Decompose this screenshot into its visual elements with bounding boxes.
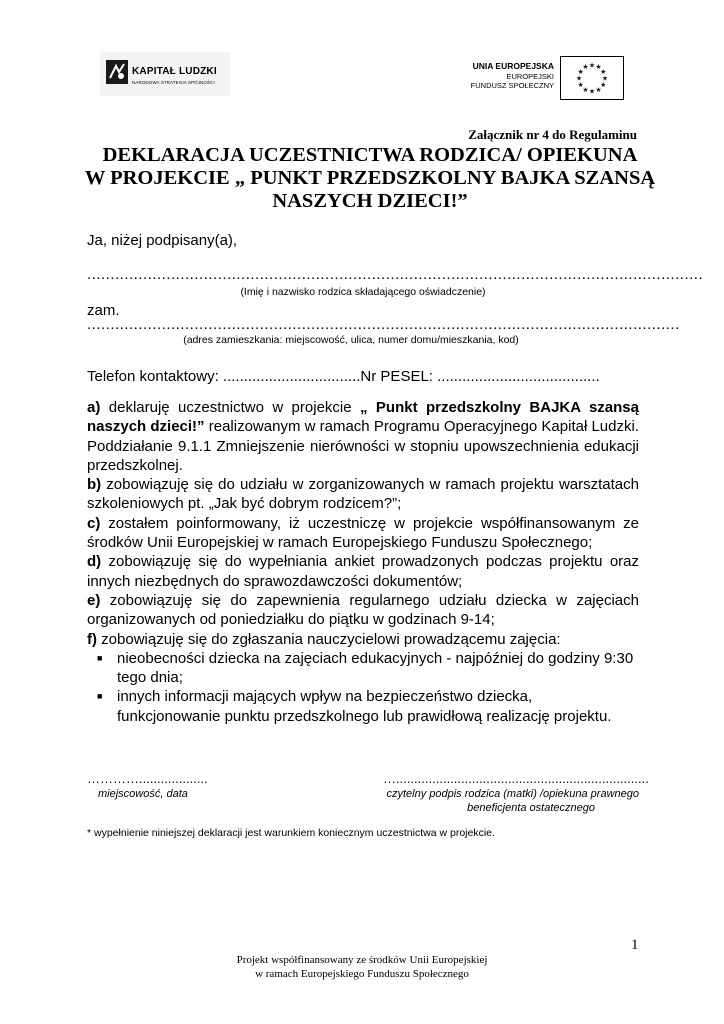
point-f-bullets xyxy=(87,649,639,726)
kapital-ludzki-emblem-icon xyxy=(106,60,128,84)
eu-star-icon: ★ xyxy=(588,87,596,96)
page-title xyxy=(70,144,670,213)
place-date-caption: miejscowość, data xyxy=(98,788,188,800)
point-a-text1: deklaruję uczestnictwo w projekcie xyxy=(100,399,360,416)
point-a xyxy=(87,398,639,475)
eu-star-icon: ★ xyxy=(588,61,596,70)
eu-star-icon: ★ xyxy=(582,63,589,72)
kapital-ludzki-logo xyxy=(100,52,230,96)
point-c-letter: c) xyxy=(87,514,101,532)
footer-line2: w ramach Europejskiego Funduszu Społecznego xyxy=(255,968,469,980)
point-b-text: zobowiązuję się do udziału w zorganizowanych w ramach projektu warsztatach szkoleniowych pt. „Jak być dobrym rodzicem?”; xyxy=(87,476,639,513)
point-a-letter: a) xyxy=(87,399,101,416)
square-bullet-icon: ■ xyxy=(97,691,103,702)
name-caption: (Imię i nazwisko rodzica składającego oświadczenie) xyxy=(240,286,486,298)
point-e xyxy=(87,591,639,630)
place-date-field[interactable]: …………................... xyxy=(87,771,208,786)
point-d-text: zobowiązuję się do wypełniania ankiet prowadzonych podczas projektu oraz innych niezbędnych do sprawozdawczości dokumentów; xyxy=(87,553,639,590)
eu-star-icon: ★ xyxy=(577,68,584,76)
point-f xyxy=(87,630,639,649)
point-c-text: zostałem poinformowany, iż uczestniczę w projekcie współfinansowanym ze środków Unii Europejskiej w ramach Europejskiego Funduszu Społecznego; xyxy=(87,514,639,552)
zam-label: zam. xyxy=(87,302,120,319)
eu-flag xyxy=(560,56,624,100)
eu-star-icon: ★ xyxy=(600,68,607,76)
address-field[interactable]: ............................................................................................................................... xyxy=(87,316,680,333)
point-f-letter: f) xyxy=(87,630,97,648)
point-e-letter: e) xyxy=(87,591,101,609)
annex-label: Załącznik nr 4 do Regulaminu xyxy=(468,127,637,142)
footnote: * wypełnienie niniejszej deklaracji jest warunkiem koniecznym uczestnictwa w projekcie. xyxy=(87,827,495,839)
intro-text: Ja, niżej podpisany(a), xyxy=(87,232,238,249)
eu-stars-icon xyxy=(561,57,623,99)
point-f-text: zobowiązuję się do zgłaszania nauczycielowi prowadzącemu zajęcia: xyxy=(97,630,561,648)
address-caption: (adres zamieszkania: miejscowość, ulica, numer domu/mieszkania, kod) xyxy=(183,334,519,346)
point-d xyxy=(87,552,639,591)
signature-caption-line1: czytelny podpis rodzica (matki) /opiekuna prawnego xyxy=(386,788,639,800)
point-c xyxy=(87,514,639,553)
point-b xyxy=(87,475,639,514)
footer-line1: Projekt współfinansowany ze środków Unii Europejskiej xyxy=(236,954,488,966)
bullet-text: innych informacji mających wpływ na bezpieczeństwo dziecka, funkcjonowanie punktu przedszkolnego lub prawidłową realizację projektu. xyxy=(117,688,612,725)
square-bullet-icon: ■ xyxy=(97,652,103,663)
title-line1: DEKLARACJA UCZESTNICTWA RODZICA/ OPIEKUNA xyxy=(102,144,638,166)
footer xyxy=(150,953,574,981)
point-a-project-name: „ Punkt przedszkolny BAJKA szansą naszych dzieci!” xyxy=(87,399,639,436)
eu-star-icon: ★ xyxy=(595,63,602,72)
eu-line2: EUROPEJSKI xyxy=(506,71,554,81)
eu-star-icon: ★ xyxy=(577,81,584,89)
eu-logo-text xyxy=(452,62,554,91)
point-d-letter: d) xyxy=(87,553,102,571)
bullet-text: nieobecności dziecka na zajęciach edukacyjnych - najpóźniej do godziny 9:30 tego dnia; xyxy=(117,649,634,687)
kapital-logo-title: KAPITAŁ LUDZKI xyxy=(132,66,217,77)
eu-line3: FUNDUSZ SPOŁECZNY xyxy=(470,81,554,90)
eu-star-icon: ★ xyxy=(582,85,589,94)
name-field[interactable]: .................................................................................................................................... xyxy=(87,266,704,283)
phone-pesel-field[interactable]: Telefon kontaktowy: .................................Nr PESEL: ....................................... xyxy=(87,368,600,385)
list-item xyxy=(87,649,639,688)
eu-star-icon: ★ xyxy=(575,74,583,83)
eu-line1: UNIA EUROPEJSKA xyxy=(472,61,554,71)
kapital-logo-subtitle: NARODOWA STRATEGIA SPÓJNOŚCI xyxy=(132,80,215,85)
title-line2: W PROJEKCIE „ PUNKT PRZEDSZKOLNY BAJKA SZANSĄ xyxy=(84,167,656,189)
title-line3: NASZYCH DZIECI!” xyxy=(272,190,468,212)
declaration-points xyxy=(87,398,639,726)
point-a-text2: realizowanym w ramach Programu Operacyjnego Kapitał Ludzki. Poddziałanie 9.1.1 Zmniejszenie nierówności w stopniu upowszechnienia edukacji przedszkolnej. xyxy=(87,418,639,474)
eu-star-icon: ★ xyxy=(600,81,607,89)
signature-field[interactable]: …...................................................................... xyxy=(383,771,649,786)
signature-caption-line2: beneficjenta ostatecznego xyxy=(467,802,595,814)
point-b-letter: b) xyxy=(87,476,102,494)
eu-star-icon: ★ xyxy=(601,74,609,83)
list-item xyxy=(87,687,639,726)
point-e-text: zobowiązuję się do zapewnienia regularnego udziału dziecka w zajęciach organizowanych od poniedziałku do piątku w godzinach 9-14; xyxy=(87,591,639,629)
eu-star-icon: ★ xyxy=(595,85,602,94)
page-number: 1 xyxy=(631,937,639,953)
